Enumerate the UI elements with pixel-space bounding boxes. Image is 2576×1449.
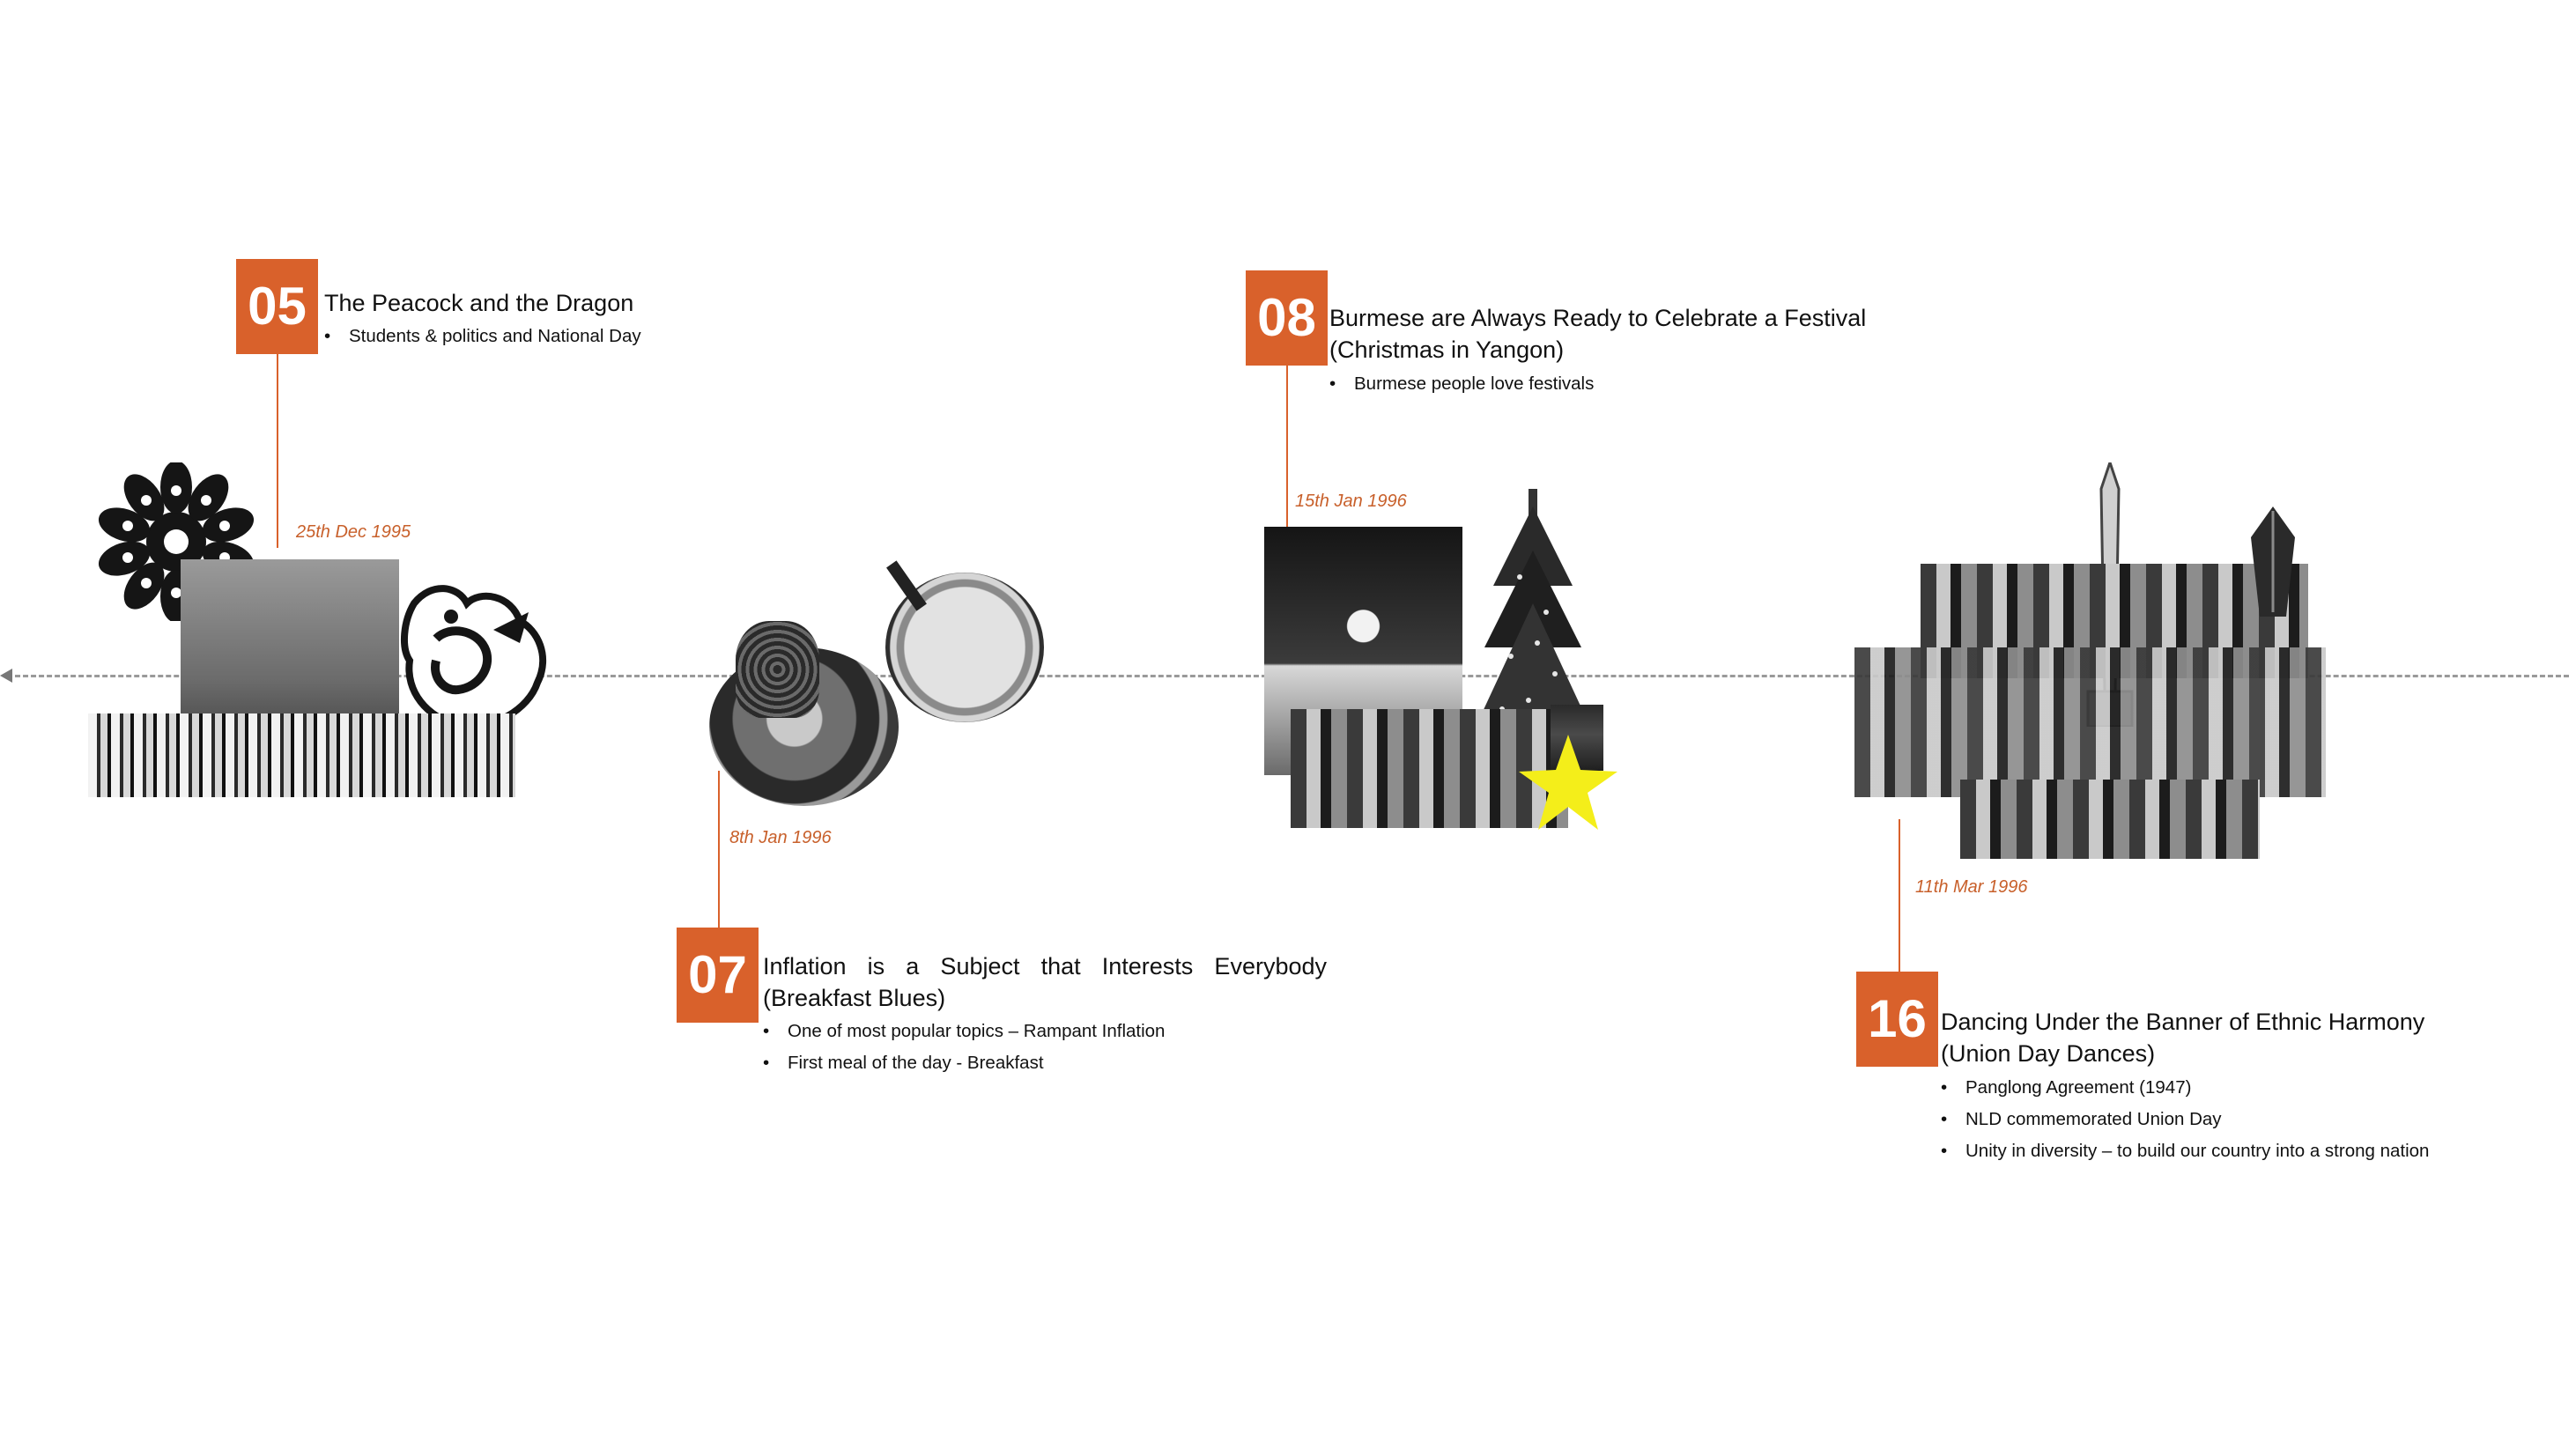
timeline-arrow-left-icon: [0, 669, 12, 683]
event-bullets: [1941, 1072, 2429, 1167]
event-number-badge: 16: [1856, 972, 1938, 1067]
yellow-star-icon: [1515, 731, 1621, 837]
event-bullets: [324, 321, 641, 352]
bullet-item: • NLD commemorated Union Day: [1941, 1104, 2429, 1135]
date-event-07: 8th Jan 1996: [729, 828, 832, 847]
bullet-item: • One of most popular topics – Rampant Inflation: [763, 1016, 1165, 1047]
bullet-item: • First meal of the day - Breakfast: [763, 1047, 1165, 1079]
collage-union-day: [1854, 462, 2335, 863]
date-event-16: 11th Mar 1996: [1915, 877, 2028, 897]
students-crowd-photo: [88, 713, 515, 797]
event-title: Dancing Under the Banner of Ethnic Harmony (Union Day Dances): [1941, 1009, 2425, 1067]
event-bullets: [1329, 368, 1594, 400]
event-title: The Peacock and the Dragon: [324, 290, 634, 316]
collage-breakfast: [705, 564, 1048, 819]
event-title: Burmese are Always Ready to Celebrate a Festival (Christmas in Yangon): [1329, 305, 1867, 363]
stem-event-07: [718, 771, 720, 929]
bullet-item: • Panglong Agreement (1947): [1941, 1072, 2429, 1104]
bullet-item: • Unity in diversity – to build our country into a strong nation: [1941, 1135, 2429, 1167]
stem-event-05: [277, 352, 278, 548]
fritter-snack-photo: [736, 621, 819, 718]
date-event-05: 25th Dec 1995: [296, 522, 411, 542]
event-number-badge: 07: [677, 928, 759, 1023]
event-bullets: [763, 1016, 1165, 1079]
collage-christmas: [1260, 484, 1630, 832]
event-number-badge: 05: [236, 259, 318, 354]
event-number-badge: 08: [1246, 270, 1328, 366]
ethnic-dancers-photo: [1854, 647, 2326, 797]
ethnic-dancers-front-photo: [1960, 780, 2260, 859]
bullet-item: • Burmese people love festivals: [1329, 368, 1594, 400]
date-event-08: 15th Jan 1996: [1295, 492, 1407, 511]
stem-event-16: [1899, 819, 1900, 973]
feather-headdress-icon: [2242, 502, 2304, 617]
bullet-item: • Students & politics and National Day: [324, 321, 641, 352]
collage-peacock-dragon: [84, 458, 555, 806]
event-title: Inflation is a Subject that Interests Everybody (Breakfast Blues): [763, 953, 1327, 1011]
